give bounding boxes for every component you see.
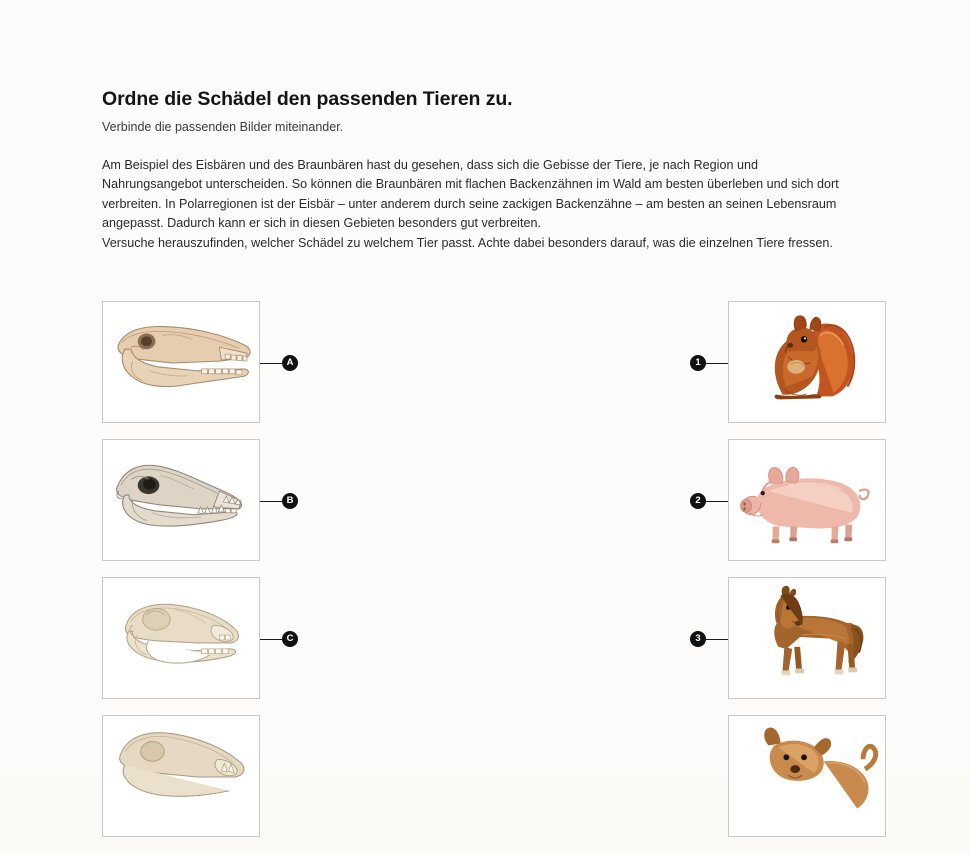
animal-horse-icon	[729, 578, 885, 698]
matching-row	[102, 577, 870, 715]
skull-herbivore-long-jaw-icon	[103, 302, 259, 422]
connector-line	[260, 639, 282, 641]
marker-1[interactable]: 1	[690, 355, 706, 371]
connector-2[interactable]	[688, 493, 728, 509]
marker-2[interactable]: 2	[690, 493, 706, 509]
intro-paragraph-1: Am Beispiel des Eisbären und des Braunbären hast du gesehen, dass sich die Gebisse der Tiere, je nach Region und Nahrungsangebot unterscheiden. So können die Braunbären mit flachen Backenzähnen im Wald am besten überleben und sich dort verbreiten. In Polarregionen ist der Eisbär – unter anderem durch seine zackigen Backenzähne – am besten an seinen Lebensraum angepasst. Dadurch kann er sich in diesen Gebieten besonders gut verbreiten.	[102, 158, 839, 231]
connector-line	[260, 501, 282, 503]
page-title: Ordne die Schädel den passenden Tieren zu.	[102, 88, 513, 110]
connector-line	[706, 501, 728, 503]
page-subtitle: Verbinde die passenden Bilder miteinander.	[102, 120, 344, 134]
animal-card-1[interactable]	[728, 301, 886, 423]
connector-3[interactable]	[688, 631, 728, 647]
animal-dog-icon	[729, 716, 885, 836]
matching-row	[102, 715, 870, 853]
marker-b[interactable]: B	[282, 493, 298, 509]
matching-exercise	[102, 301, 870, 853]
connector-c[interactable]	[260, 631, 300, 647]
matching-row	[102, 301, 870, 439]
connector-line	[706, 363, 728, 365]
animal-card-4[interactable]	[728, 715, 886, 837]
animal-card-2[interactable]	[728, 439, 886, 561]
connector-line	[260, 363, 282, 365]
intro-text	[102, 156, 858, 253]
marker-a[interactable]: A	[282, 355, 298, 371]
intro-paragraph-2: Versuche herauszufinden, welcher Schädel zu welchem Tier passt. Achte dabei besonders darauf, was die einzelnen Tiere fressen.	[102, 235, 833, 250]
marker-3[interactable]: 3	[690, 631, 706, 647]
connector-b[interactable]	[260, 493, 300, 509]
skull-card-b[interactable]	[102, 439, 260, 561]
skull-rodent-small-icon	[103, 578, 259, 698]
skull-card-a[interactable]	[102, 301, 260, 423]
marker-c[interactable]: C	[282, 631, 298, 647]
connector-1[interactable]	[688, 355, 728, 371]
connector-line	[706, 639, 728, 641]
animal-card-3[interactable]	[728, 577, 886, 699]
skull-omnivore-pig-icon	[103, 440, 259, 560]
animal-pig-icon	[729, 440, 885, 560]
worksheet-content	[102, 88, 870, 644]
connector-a[interactable]	[260, 355, 300, 371]
skull-carnivore-dog-icon	[103, 716, 259, 836]
matching-row	[102, 439, 870, 577]
skull-card-d[interactable]	[102, 715, 260, 837]
animal-squirrel-icon	[729, 302, 885, 422]
skull-card-c[interactable]	[102, 577, 260, 699]
